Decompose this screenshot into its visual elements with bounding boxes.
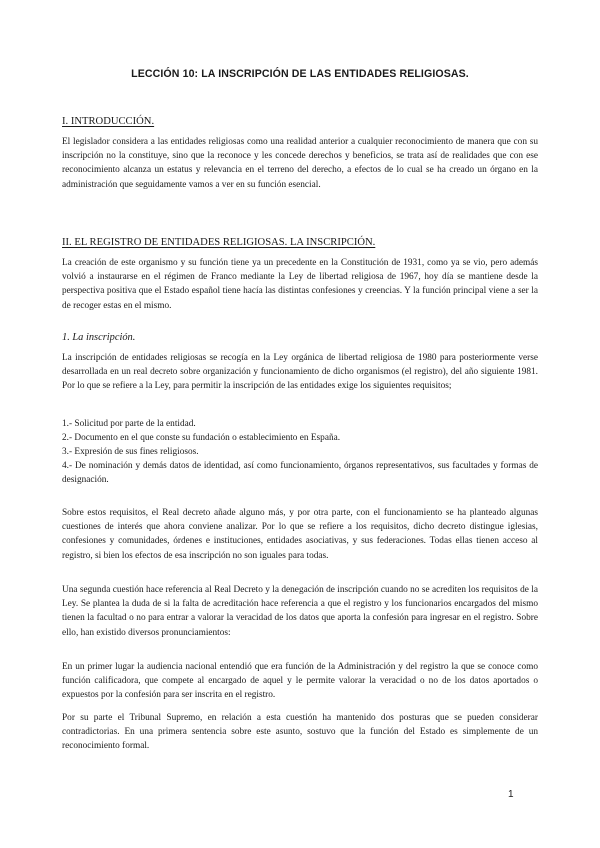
subsection-heading-inscripcion: 1. La inscripción. [62, 332, 136, 343]
section-heading-introduccion: I. INTRODUCCIÓN. [62, 116, 155, 127]
paragraph-introduccion: El legislador considera a las entidades religiosas como una realidad anterior a cualquier reconocimiento de manera que con su inscripción no la constituye, sino que la reconoce y les concede derechos y beneficios, se trata así de realidades que con ese reconocimiento alcanza un estatus y relevancia en el terreno del derecho, a efectos de lo cual se ha creado un órgano en la administración que seguidamente vamos a ver en su función esencial. [62, 137, 538, 190]
section-heading-registro: II. EL REGISTRO DE ENTIDADES RELIGIOSAS. LA INSCRIPCIÓN. [62, 237, 376, 248]
paragraph-audiencia-nacional: En un primer lugar la audiencia nacional entendió que era función de la Administración y del registro la que se conoce como función calificadora, que compete al encargado de aquel y le permite valorar la veracidad o no de los datos aportados o expuestos por la confesión para ser inscrita en el registro. [62, 662, 538, 701]
paragraph-registro: La creación de este organismo y su función tiene ya un precedente en la Constitución de 1931, como ya se vio, pero además volvió a instaurarse en el régimen de Franco mediante la Ley de libertad religiosa de 1967, hoy día se mantiene desde la perspectiva positiva que el Estado español tiene hacía las distintas confesiones y creencias. Y la función principal viene a ser la de recoger estas en el mismo. [62, 258, 538, 311]
paragraph-inscripcion-intro: La inscripción de entidades religiosas se recogía en la Ley orgánica de libertad religiosa de 1980 para posteriormente verse desarrollada en un real decreto sobre organización y funcionamiento de dicho organismos (el registro), del año siguiente 1981. Por lo que se refiere a la Ley, para permitir la inscripción de las entidades exige los siguientes requisitos; [62, 353, 538, 392]
paragraph-requisitos: Sobre estos requisitos, el Real decreto añade alguno más, y por otra parte, con el funcionamiento se ha planteado algunas cuestiones de interés que ahora conviene analizar. Por lo que se refiere a los requisitos, dicho decreto distingue iglesias, confesiones y comunidades, órdenes e instituciones, entidades asociativas, y sus federaciones. Todas ellas tienen acceso al registro, si bien los efectos de esa inscripción no son iguales para todas. [62, 508, 538, 561]
page-number: 1 [508, 789, 514, 800]
page-title: LECCIÓN 10: LA INSCRIPCIÓN DE LAS ENTIDADES RELIGIOSAS. [131, 68, 469, 80]
paragraph-denegacion: Una segunda cuestión hace referencia al Real Decreto y la denegación de inscripción cuando no se acrediten los requisitos de la Ley. Se plantea la duda de si la falta de acreditación hace referencia a que el registro y los funcionarios encargados del mismo tienen la facultad o no para entrar a valorar la veracidad de los datos que aporta la confesión para ingresar en el registro. Sobre ello, han existido diversos pronunciamientos: [62, 585, 538, 638]
requirement-item: 4.- De nominación y demás datos de identidad, así como funcionamiento, órganos representativos, sus facultades y formas de designación. [62, 461, 538, 486]
requirement-item: 3.- Expresión de sus fines religiosos. [62, 447, 199, 457]
requirement-item: 1.- Solicitud por parte de la entidad. [62, 419, 196, 429]
paragraph-tribunal-supremo: Por su parte el Tribunal Supremo, en relación a esta cuestión ha mantenido dos posturas que se pueden considerar contradictorias. En una primera sentencia sobre este asunto, sostuvo que la función del Estado es simplemente de un reconocimiento formal. [62, 713, 538, 752]
requirement-item: 2.- Documento en el que conste su fundación o establecimiento en España. [62, 433, 341, 443]
